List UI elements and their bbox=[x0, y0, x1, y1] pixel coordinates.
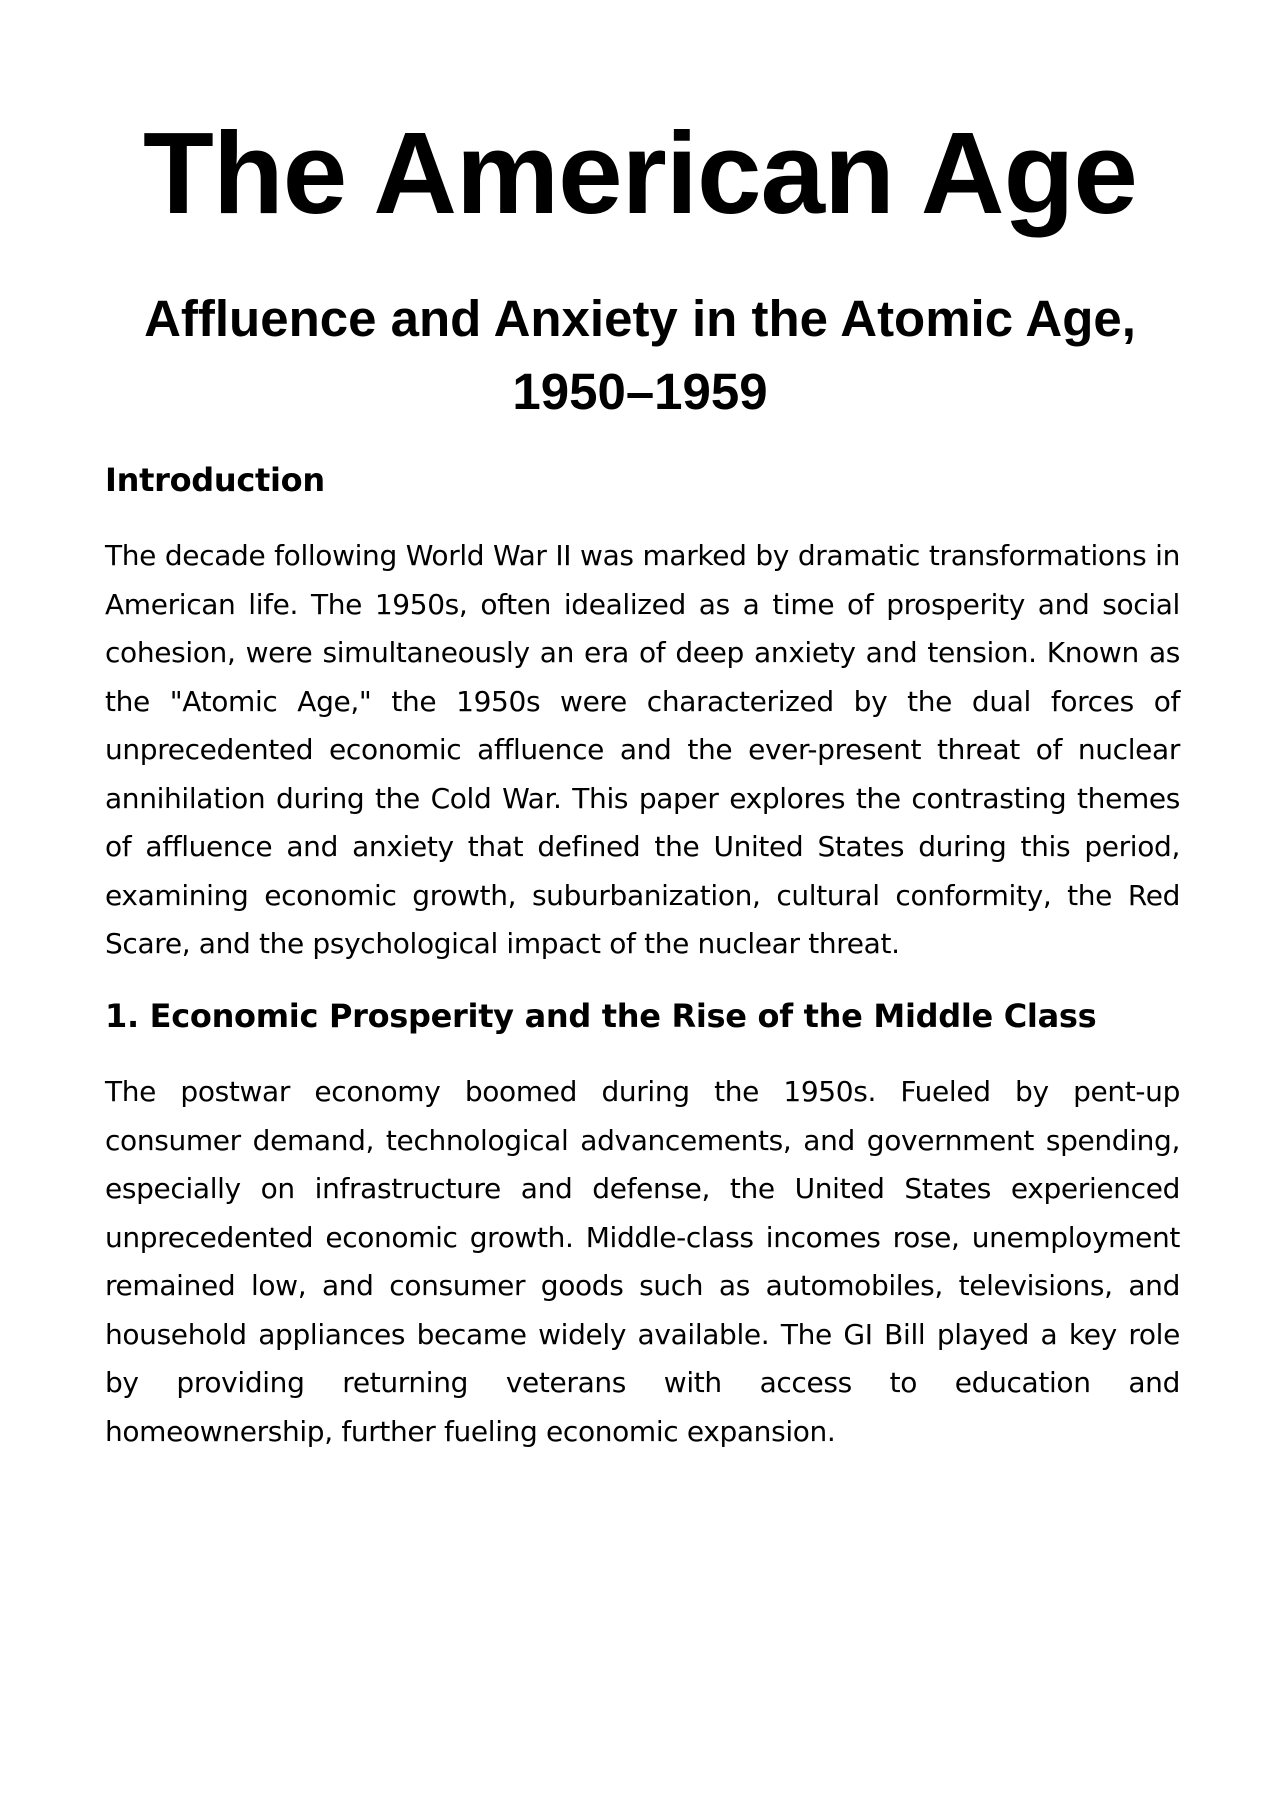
section-body-economic-prosperity: The postwar economy boomed during the 1950s. Fueled by pent-up consumer demand, technological advancements, and government spending, especially on infrastructure and defense, the United States experienced unprecedented economic growth. Middle-class incomes rose, unemployment remained low, and consumer goods such as automobiles, televisions, and household appliances became widely available. The GI Bill played a key role by providing returning veterans with access to education and homeownership, further fueling economic expansion. bbox=[105, 1075, 1180, 1448]
section-heading-economic-prosperity: 1. Economic Prosperity and the Rise of the Middle Class bbox=[105, 997, 1097, 1035]
document-subtitle: Affluence and Anxiety in the Atomic Age, 1950–1959 bbox=[144, 290, 1136, 420]
section-body-introduction: The decade following World War II was marked by dramatic transformations in American life. The 1950s, often idealized as a time of prosperity and social cohesion, were simultaneously an era of deep anxiety and tension. Known as the "Atomic Age," the 1950s were characterized by the dual forces of unprecedented economic affluence and the ever-present threat of nuclear annihilation during the Cold War. This paper explores the contrasting themes of affluence and anxiety that defined the United States during this period, examining economic growth, suburbanization, cultural conformity, the Red Scare, and the psychological impact of the nuclear threat. bbox=[105, 539, 1180, 960]
document-title: The American Age bbox=[143, 108, 1137, 238]
section-heading-introduction: Introduction bbox=[105, 461, 325, 499]
